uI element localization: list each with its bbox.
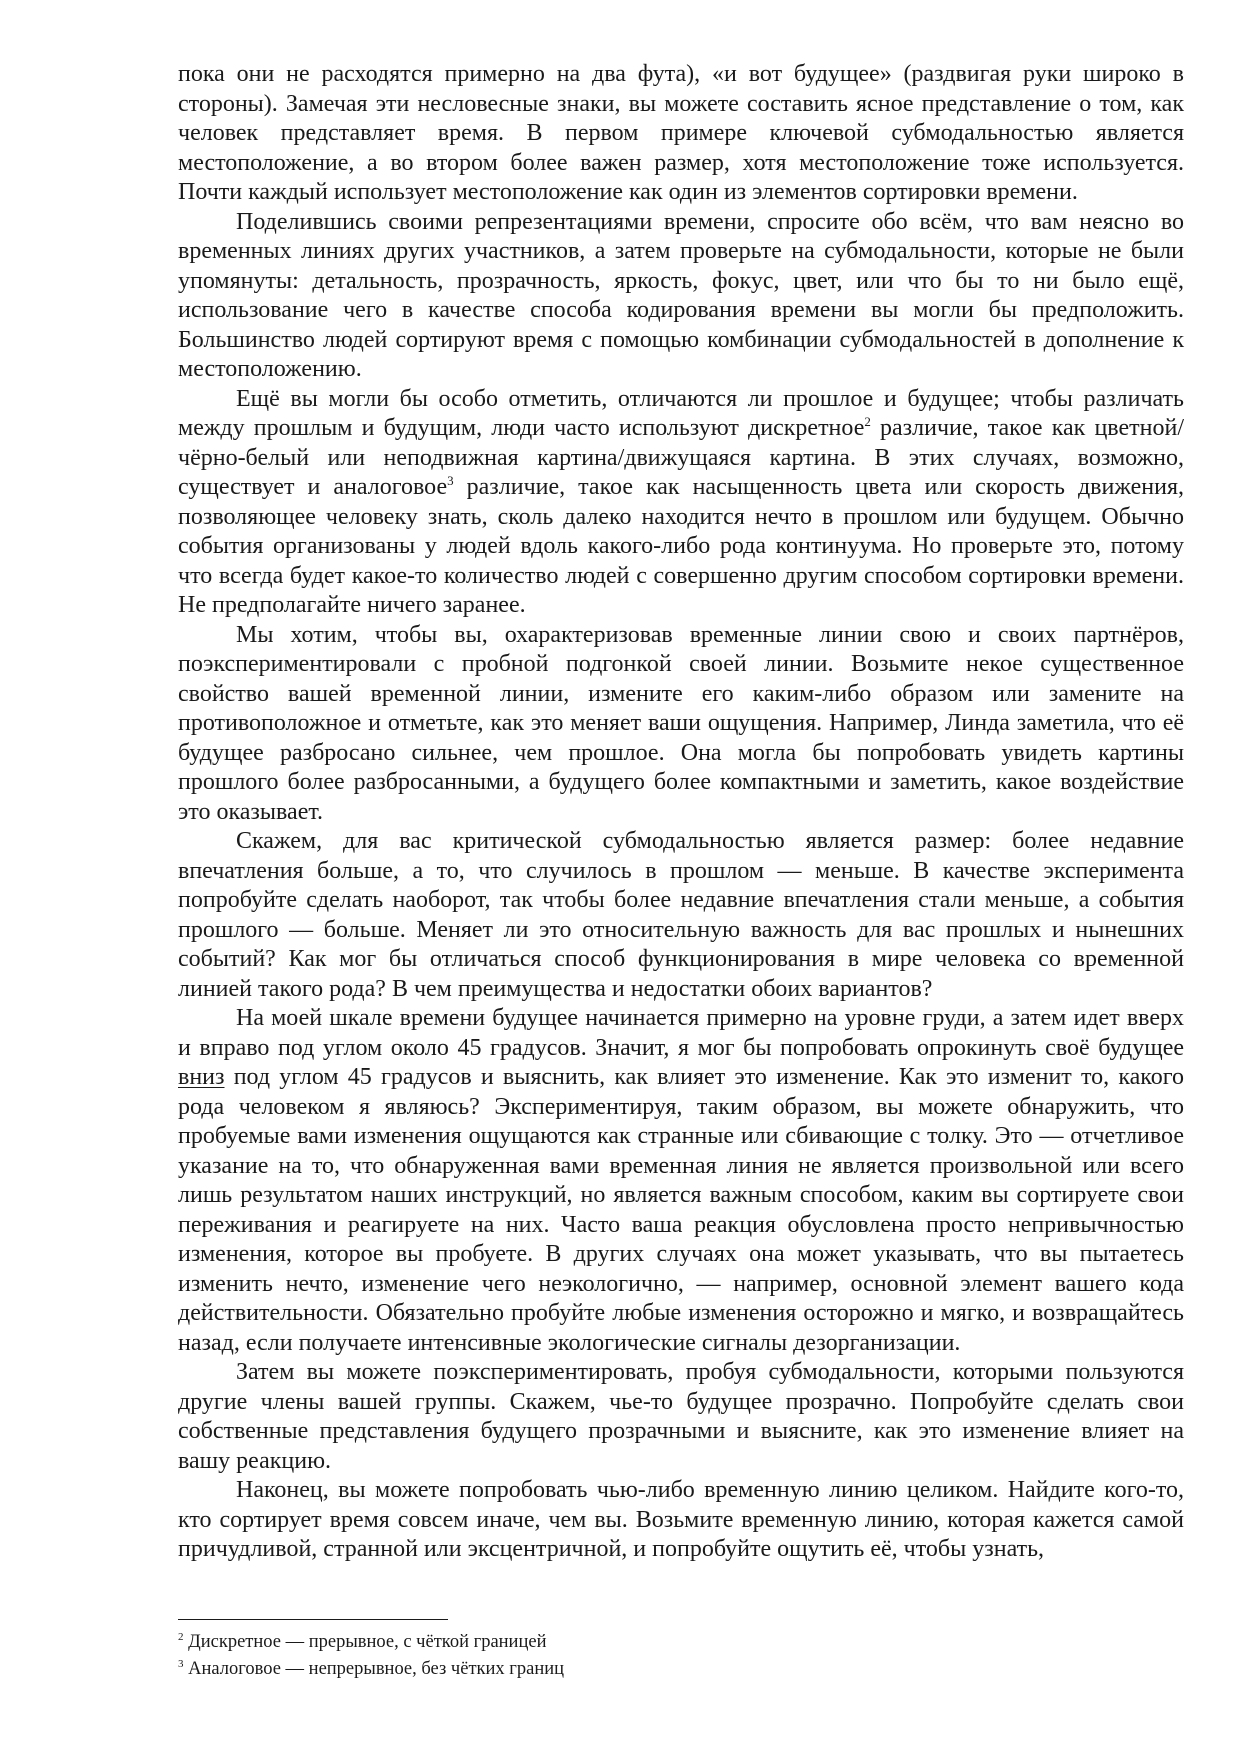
paragraph bbox=[178, 621, 1184, 828]
footnote-reference: 3 bbox=[447, 473, 454, 488]
underlined-text: вниз bbox=[178, 1064, 225, 1090]
text-run: Мы хотим, чтобы вы, охарактеризовав временные линии свою и своих партнёров, поэкспериментировали с пробной подгонкой своей линии. Возьмите некое существенное свойство вашей временной линии, измените его каким-либо образом или замените на противоположное и отметьте, как это меняет ваши ощущения. Например, Линда заметила, что её будущее разбросано сильнее, чем прошлое. Она могла бы попробовать увидеть картины прошлого более разбросанными, а будущего более компактными и заметить, какое воздействие это оказывает. bbox=[178, 621, 1184, 825]
footnote-separator bbox=[178, 1619, 448, 1620]
text-run: под углом 45 градусов и выяснить, как влияет это изменение. Как это изменит то, какого рода человеком я являюсь? Экспериментируя, таким образом, вы можете обнаружить, что пробуемые вами изменения ощущаются как странные или сбивающие с толку. Это — отчетливое указание на то, что обнаруженная вами временная линия не является произвольной или всего лишь результатом наших инструкций, но является важным способом, каким вы сортируете свои переживания и реагируете на них. Часто ваша реакция обусловлена просто непривычностью изменения, которое вы пробуете. В других случаях она может указывать, что вы пытаетесь изменить нечто, изменение чего неэкологично, — например, основной элемент вашего кода действительности. Обязательно пробуйте любые изменения осторожно и мягко, и возвращайтесь назад, если получаете интенсивные экологические сигналы дезорганизации. bbox=[178, 1064, 1184, 1356]
text-run: различие, такое как насыщенность цвета или скорость движения, позволяющее человеку знать, сколь далеко находится нечто в прошлом или будущем. Обычно события организованы у людей вдоль какого-либо рода континуума. Но проверьте это, потому что всегда будет какое-то количество людей с совершенно другим способом сортировки времени. Не предполагайте ничего заранее. bbox=[178, 474, 1184, 618]
footnote-text: Дискретное — прерывное, с чёткой границей bbox=[188, 1632, 547, 1652]
footnote bbox=[178, 1629, 1184, 1656]
text-run: Затем вы можете поэкспериментировать, пробуя субмодальности, которыми пользуются другие члены вашей группы. Скажем, чье-то будущее прозрачно. Попробуйте сделать свои собственные представления будущего прозрачными и выясните, как это изменение влияет на вашу реакцию. bbox=[178, 1359, 1184, 1474]
paragraph bbox=[178, 1358, 1184, 1476]
footnote-text: Аналоговое — непрерывное, без чётких границ bbox=[188, 1659, 565, 1679]
text-run: Ещё вы могли бы особо отметить, отличаются ли прошлое и будущее; чтобы различать между прошлым и будущим, люди часто используют дискретное bbox=[178, 385, 1184, 441]
footnote-reference: 2 bbox=[864, 414, 871, 429]
footnote bbox=[178, 1656, 1184, 1683]
paragraph bbox=[178, 60, 1184, 208]
paragraph bbox=[178, 827, 1184, 1004]
text-run: пока они не расходятся примерно на два фута), «и вот будущее» (раздвигая руки широко в стороны). Замечая эти несловесные знаки, вы можете составить ясное представление о том, как человек представляет время. В первом примере ключевой субмодальностью является местоположение, а во втором более важен размер, хотя местоположение тоже используется. Почти каждый использует местоположение как один из элементов сортировки времени. bbox=[178, 61, 1184, 205]
text-run: Скажем, для вас критической субмодальностью является размер: более недавние впечатления больше, а то, что случилось в прошлом — меньше. В качестве эксперимента попробуйте сделать наоборот, так чтобы более недавние впечатления стали меньше, а события прошлого — больше. Меняет ли это относительную важность для вас прошлых и нынешних событий? Как мог бы отличаться способ функционирования в мире человека со временной линией такого рода? В чем преимущества и недостатки обоих вариантов? bbox=[178, 828, 1184, 1002]
paragraph bbox=[178, 1476, 1184, 1565]
paragraph bbox=[178, 385, 1184, 621]
footnote-number: 2 bbox=[178, 1631, 184, 1643]
text-run: Наконец, вы можете попробовать чью-либо временную линию целиком. Найдите кого-то, кто сортирует время совсем иначе, чем вы. Возьмите временную линию, которая кажется самой причудливой, странной или эксцентричной, и попробуйте ощутить её, чтобы узнать, bbox=[178, 1477, 1184, 1562]
footnote-number: 3 bbox=[178, 1658, 184, 1670]
paragraph bbox=[178, 1004, 1184, 1358]
body-text bbox=[178, 60, 1184, 1565]
text-run: различие, такое как цветной/чёрно-белый или неподвижная картина/движущаяся картина. В этих случаях, возможно, существует и аналоговое bbox=[178, 415, 1184, 500]
text-run: Поделившись своими репрезентациями времени, спросите обо всём, что вам неясно во временных линиях других участников, а затем проверьте на субмодальности, которые не были упомянуты: детальность, прозрачность, яркость, фокус, цвет, или что бы то ни было ещё, использование чего в качестве способа кодирования времени вы могли бы предположить. Большинство людей сортируют время с помощью комбинации субмодальностей в дополнение к местоположению. bbox=[178, 208, 1184, 382]
text-run: На моей шкале времени будущее начинается примерно на уровне груди, а затем идет вверх и вправо под углом около 45 градусов. Значит, я мог бы попробовать опрокинуть своё будущее bbox=[178, 1005, 1184, 1061]
footnotes bbox=[178, 1629, 1184, 1683]
paragraph bbox=[178, 208, 1184, 385]
